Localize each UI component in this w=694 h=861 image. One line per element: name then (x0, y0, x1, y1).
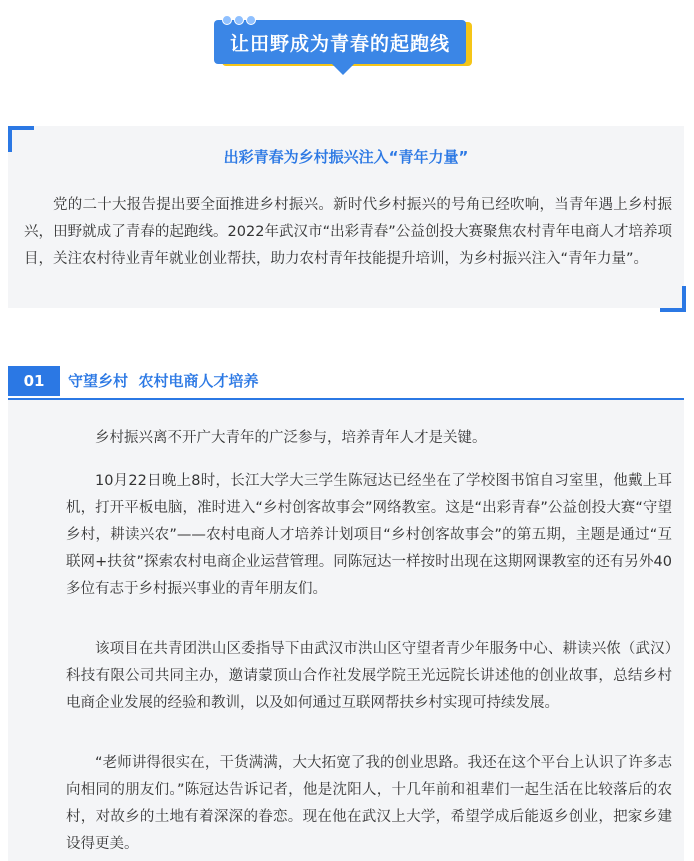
paragraph-2: 10月22日晚上8时，长江大学大三学生陈冠达已经坐在了学校图书馆自习室里，他戴上耳机，打开平板电脑，准时进入“乡村创客故事会”网络教室。这是“出彩青春”公益创投大赛“守望乡村，耕读兴农”——农村电商人才培养计划项目“乡村创客故事会”的第五期，主题是通过“互联网+扶贫”探索农村电商企业运营管理。同陈冠达一样按时出现在这期网课教室的还有另外40多位有志于乡村振兴事业的青年朋友们。 (66, 473, 672, 597)
title-banner (214, 16, 474, 80)
intro-title: 出彩青春为乡村振兴注入“青年力量” (223, 148, 469, 166)
corner-bracket-bottom-right (660, 286, 686, 312)
section-title: 守望乡村 农村电商人才培养 (68, 372, 259, 390)
banner-pointer (332, 64, 354, 75)
banner-title: 让田野成为青春的起跑线 (214, 20, 466, 64)
section-number: 01 (8, 366, 60, 396)
paragraph-4: “老师讲得很实在，干货满满，大大拓宽了我的创业思路。我还在这个平台上认识了许多志向相同的朋友们。”陈冠达告诉记者，他是沈阳人，十几年前和祖辈们一起生活在比较落后的农村，对故乡的土地有着深深的眷恋。现在他在武汉上大学，希望学成后能返乡创业，把家乡建设得更美。 (66, 755, 672, 852)
paragraph-3: 该项目在共青团洪山区委指导下由武汉市洪山区守望者青少年服务中心、耕读兴侬（武汉）科技有限公司共同主办，邀请蒙顶山合作社发展学院王光远院长讲述他的创业故事，总结乡村电商企业发展的经验和教训，以及如何通过互联网帮扶乡村实现可持续发展。 (66, 641, 672, 711)
section-header (8, 366, 684, 396)
banner-dots-icon (222, 15, 256, 25)
paragraph-1: 乡村振兴离不开广大青年的广泛参与，培养青年人才是关键。 (95, 430, 487, 446)
intro-text: 党的二十大报告提出要全面推进乡村振兴。新时代乡村振兴的号角已经吹响，当青年遇上乡村振兴，田野就成了青春的起跑线。2022年武汉市“出彩青春”公益创投大赛聚焦农村青年电商人才培养项目，关注农村待业青年就业创业帮扶，助力农村青年技能提升培训，为乡村振兴注入“青年力量”。 (24, 197, 672, 267)
